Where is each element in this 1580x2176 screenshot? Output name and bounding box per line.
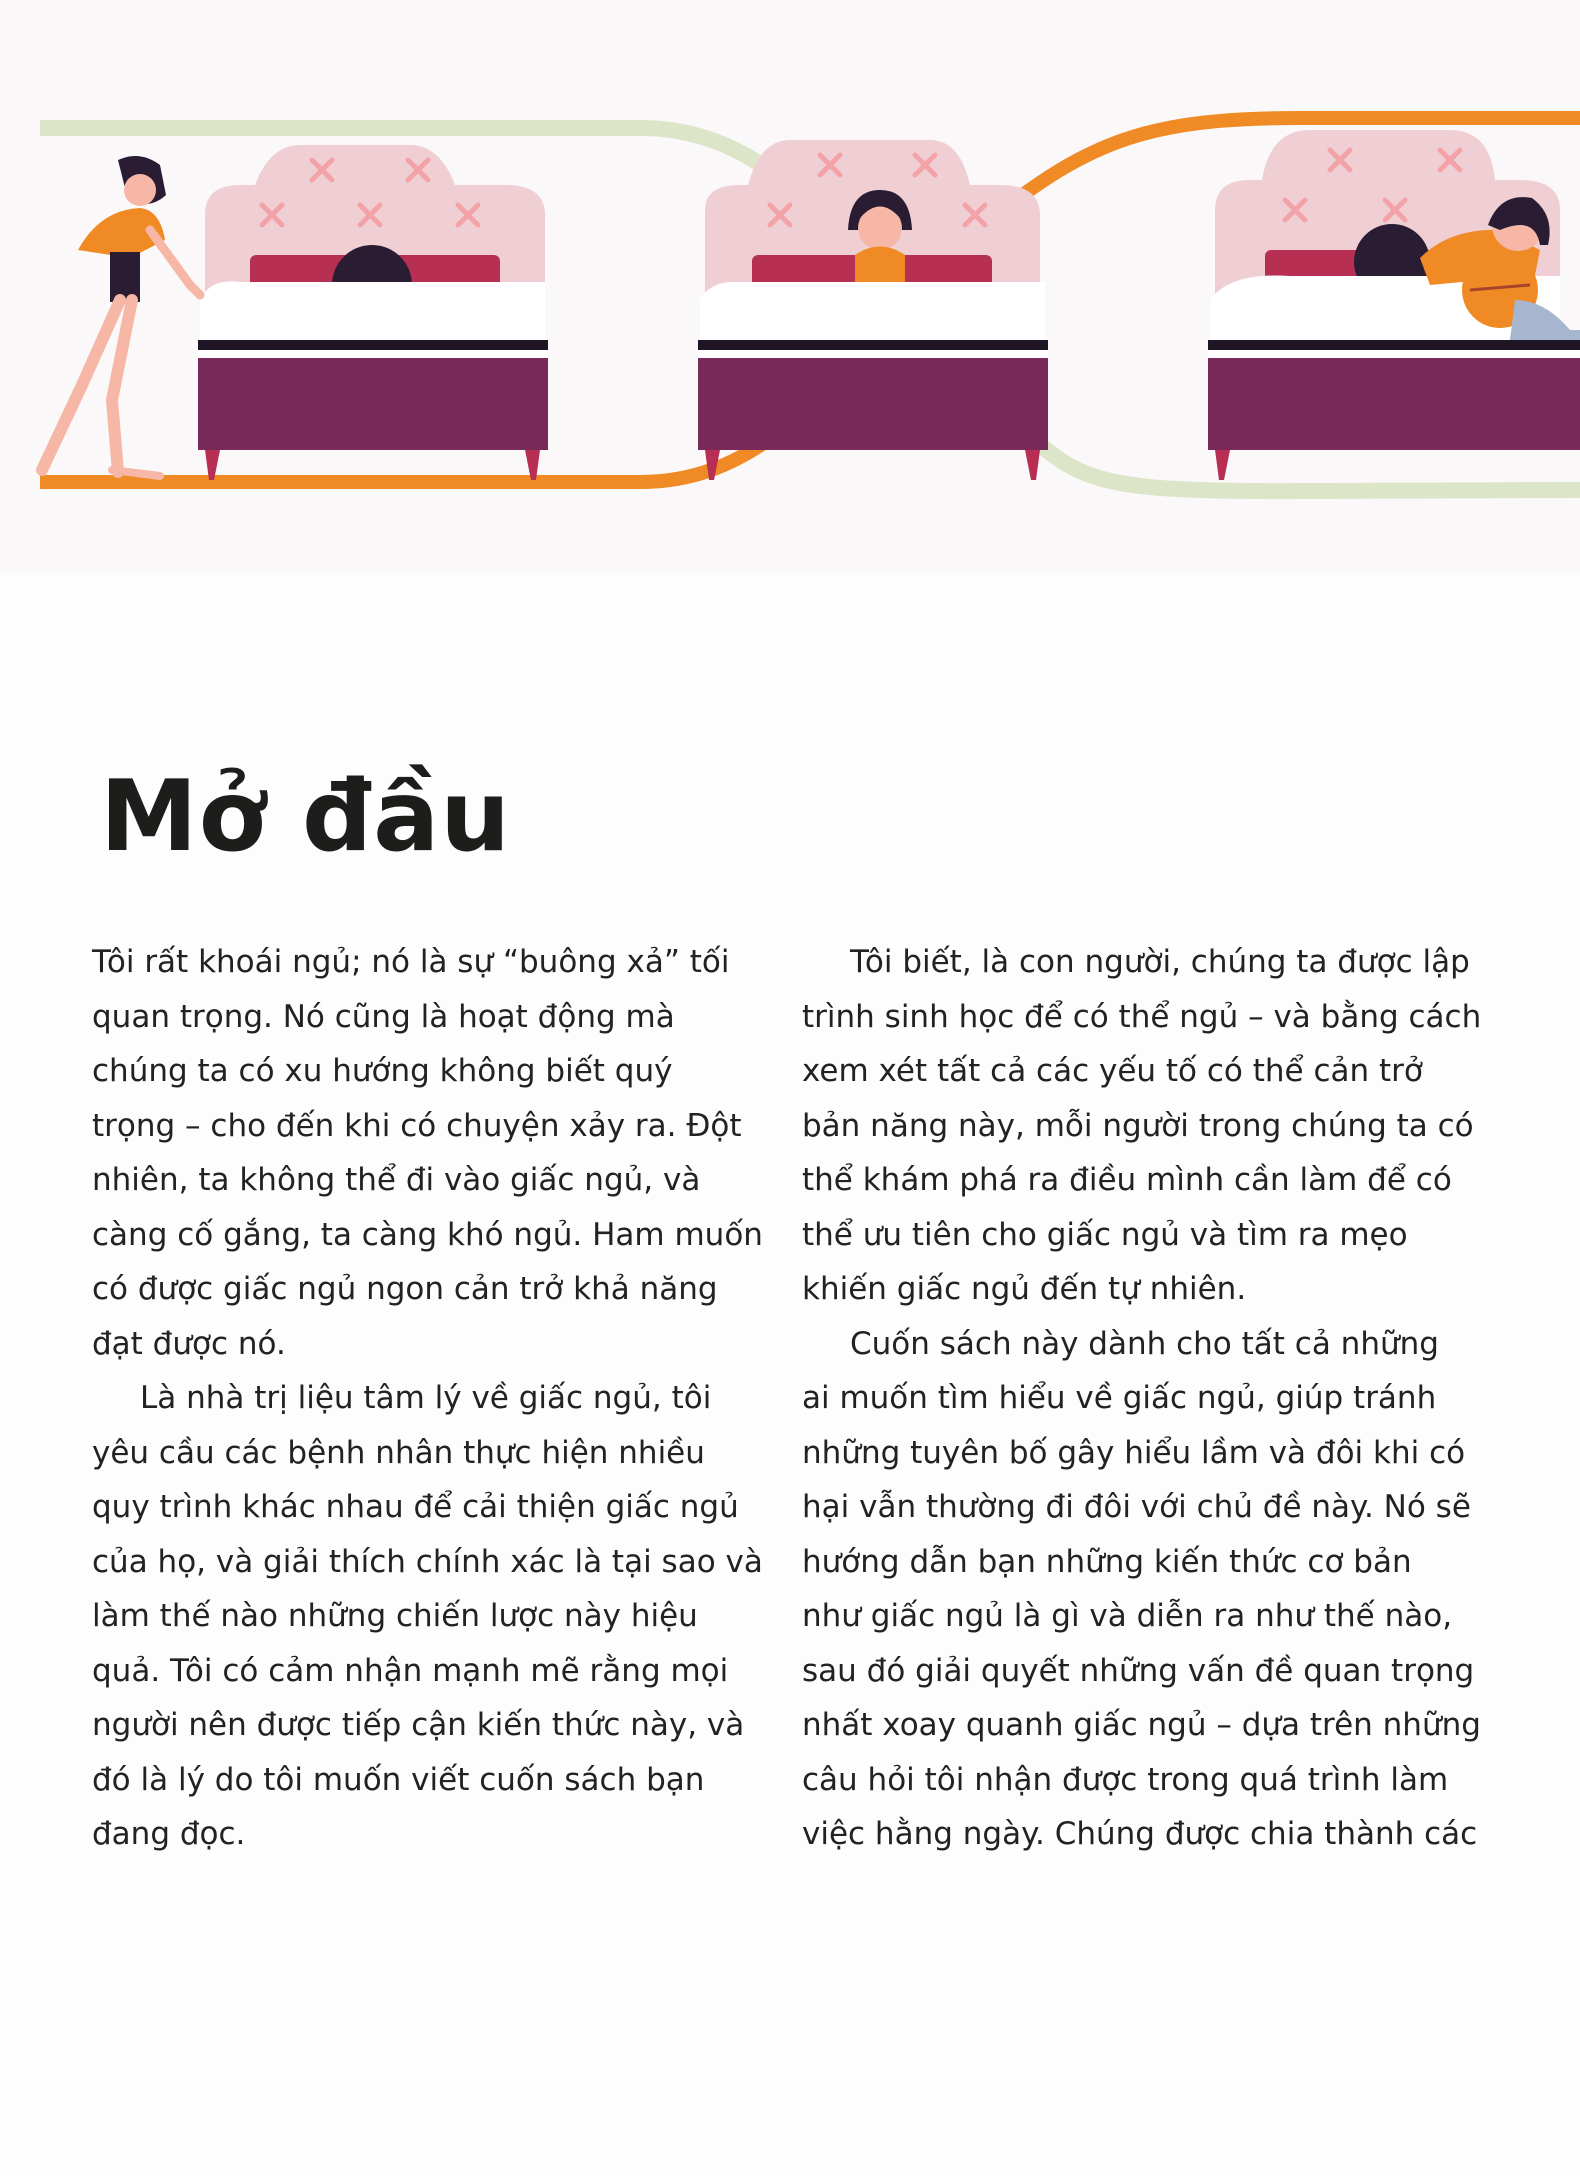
text-line: Tôi biết, là con người, chúng ta được lập	[850, 944, 1470, 980]
text-line: hại vẫn thường đi đôi với chủ đề này. Nó sẽ	[802, 1489, 1471, 1525]
duvet	[200, 281, 545, 340]
text-line: quy trình khác nhau để cải thiện giấc ngủ	[92, 1489, 739, 1525]
paragraph	[92, 1371, 792, 1862]
paragraph	[92, 935, 792, 1371]
paragraph	[802, 935, 1502, 1317]
bed-2	[698, 140, 1048, 480]
text-line: Tôi rất khoái ngủ; nó là sự “buông xả” tối	[92, 944, 730, 980]
text-line: việc hằng ngày. Chúng được chia thành các	[802, 1816, 1478, 1852]
text-line: những tuyên bố gây hiểu lầm và đôi khi có	[802, 1434, 1466, 1471]
text-line: yêu cầu các bệnh nhân thực hiện nhiều	[92, 1434, 705, 1471]
text-line: đó là lý do tôi muốn viết cuốn sách bạn	[92, 1761, 705, 1798]
text-line: đang đọc.	[92, 1816, 246, 1852]
text-line: khiến giấc ngủ đến tự nhiên.	[802, 1271, 1247, 1307]
text-line: càng cố gắng, ta càng khó ngủ. Ham muốn	[92, 1216, 763, 1253]
bed-3	[1208, 130, 1580, 480]
text-column-left	[92, 935, 792, 1862]
text-line: hướng dẫn bạn những kiến thức cơ bản	[802, 1543, 1412, 1580]
text-line: bản năng này, mỗi người trong chúng ta có	[802, 1107, 1474, 1144]
text-line: người nên được tiếp cận kiến thức này, và	[92, 1707, 745, 1743]
page-title: Mở đầu	[100, 760, 512, 874]
text-line: chúng ta có xu hướng không biết quý	[92, 1053, 673, 1089]
text-line: có được giấc ngủ ngon cản trở khả năng	[92, 1271, 718, 1307]
text-line: thể ưu tiên cho giấc ngủ và tìm ra mẹo	[802, 1216, 1408, 1253]
text-line: xem xét tất cả các yếu tố có thể cản trở	[802, 1053, 1423, 1089]
header-illustration	[0, 0, 1580, 575]
text-line: nhất xoay quanh giấc ngủ – dựa trên những	[802, 1707, 1481, 1743]
text-line: câu hỏi tôi nhận được trong quá trình làm	[802, 1761, 1449, 1798]
walking-woman	[42, 156, 200, 476]
text-line: sau đó giải quyết những vấn đề quan trọng	[802, 1652, 1475, 1689]
bed-frame	[198, 358, 548, 450]
text-line: ai muốn tìm hiểu về giấc ngủ, giúp tránh	[802, 1380, 1437, 1416]
text-line: Là nhà trị liệu tâm lý về giấc ngủ, tôi	[140, 1380, 712, 1416]
text-line: của họ, và giải thích chính xác là tại sao và	[92, 1543, 763, 1580]
text-column-right	[802, 935, 1502, 1862]
text-line: trình sinh học để có thể ngủ – và bằng cách	[802, 998, 1482, 1035]
text-line: quả. Tôi có cảm nhận mạnh mẽ rằng mọi	[92, 1652, 729, 1689]
text-line: thể khám phá ra điều mình cần làm để có	[802, 1162, 1452, 1198]
text-line: như giấc ngủ là gì và diễn ra như thế nào,	[802, 1598, 1453, 1634]
paragraph	[802, 1317, 1502, 1862]
text-line: làm thế nào những chiến lược này hiệu	[92, 1598, 698, 1634]
text-line: Cuốn sách này dành cho tất cả những	[850, 1325, 1439, 1362]
text-line: trọng – cho đến khi có chuyện xảy ra. Đột	[92, 1107, 742, 1144]
text-line: nhiên, ta không thể đi vào giấc ngủ, và	[92, 1162, 701, 1198]
sleep-sequence-illustration	[0, 0, 1580, 575]
bed-1	[198, 145, 548, 480]
text-line: đạt được nó.	[92, 1325, 286, 1362]
text-line: quan trọng. Nó cũng là hoạt động mà	[92, 998, 675, 1035]
